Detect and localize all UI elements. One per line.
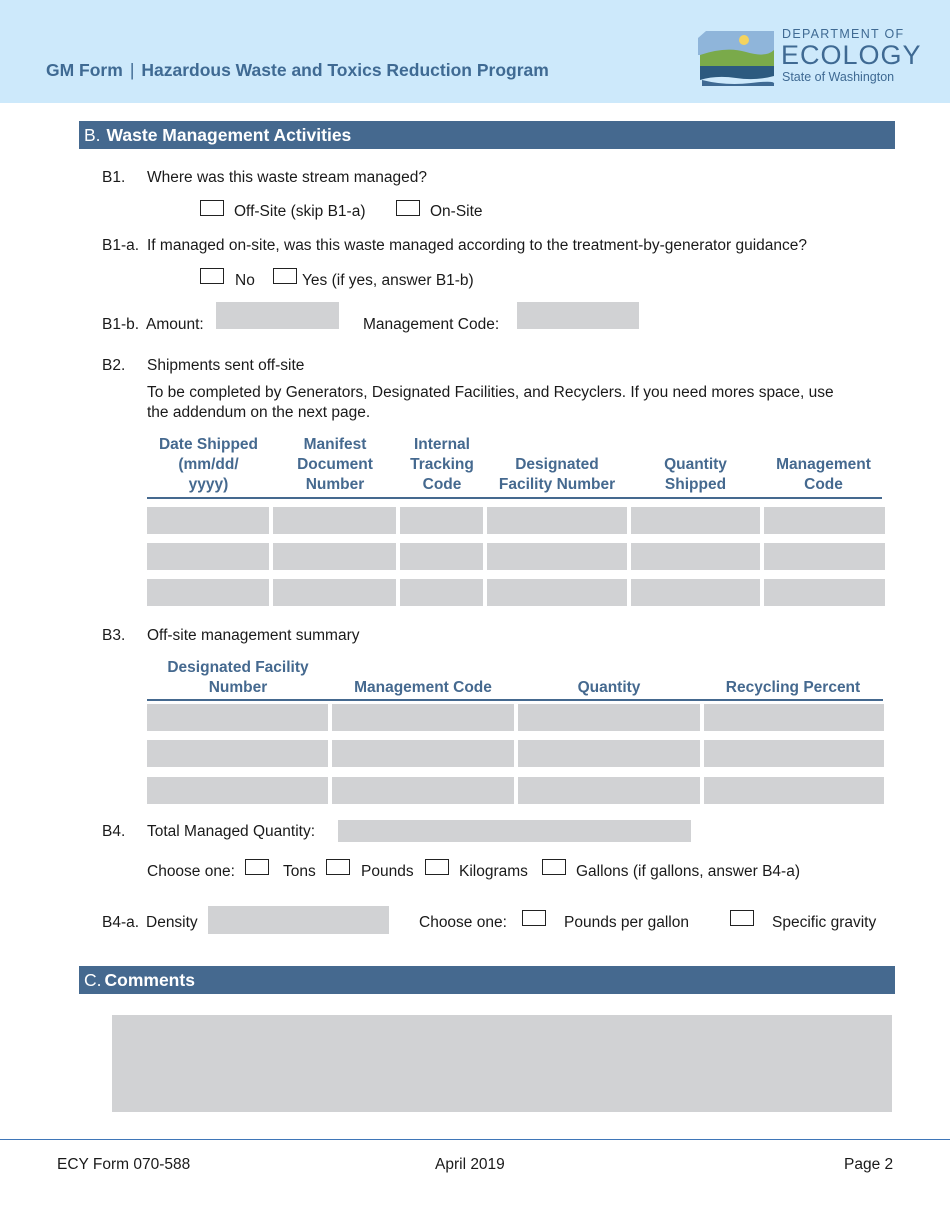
amount-field[interactable]	[216, 302, 339, 329]
b1a-question: If managed on-site, was this waste managed according to the treatment-by-generator guidance?	[147, 237, 807, 254]
ppg-label: Pounds per gallon	[564, 914, 689, 931]
b3-col-recycling: Recycling Percent	[725, 679, 861, 696]
b3-cell[interactable]	[147, 704, 328, 731]
b2-col-date-shipped: Date Shipped (mm/dd/ yyyy)	[158, 436, 259, 493]
b3-cell[interactable]	[518, 704, 700, 731]
section-b-letter: B.	[84, 125, 101, 145]
b2-instructions-line2: the addendum on the next page.	[147, 404, 371, 421]
b4a-number: B4-a.	[102, 914, 140, 931]
b2-cell[interactable]	[400, 543, 483, 570]
b2-col-tracking: Internal Tracking Code	[410, 436, 474, 493]
section-b-header	[79, 121, 895, 149]
b3-col-quantity: Quantity	[577, 679, 641, 696]
b3-number: B3.	[102, 627, 126, 644]
b2-cell[interactable]	[487, 507, 627, 534]
b2-cell[interactable]	[631, 543, 760, 570]
yes-checkbox[interactable]	[273, 268, 297, 284]
no-label: No	[235, 272, 255, 289]
density-field[interactable]	[208, 906, 389, 934]
offsite-checkbox[interactable]	[200, 200, 224, 216]
footer-form-number: ECY Form 070-588	[57, 1156, 191, 1173]
tons-label: Tons	[283, 863, 316, 880]
total-quantity-label: Total Managed Quantity:	[147, 823, 316, 840]
b2-col-facility: Designated Facility Number	[498, 456, 616, 493]
b2-header-rule	[147, 497, 882, 499]
b2-cell[interactable]	[631, 579, 760, 606]
logo-line1: DEPARTMENT OF	[782, 27, 905, 41]
b3-cell[interactable]	[147, 740, 328, 767]
page-header	[0, 0, 950, 103]
b2-cell[interactable]	[487, 579, 627, 606]
offsite-label: Off-Site (skip B1-a)	[234, 203, 366, 220]
onsite-checkbox[interactable]	[396, 200, 420, 216]
pounds-checkbox[interactable]	[326, 859, 350, 875]
mgmt-code-field[interactable]	[517, 302, 639, 329]
mgmt-code-label: Management Code:	[363, 316, 500, 333]
form-name: GM Form	[46, 60, 123, 80]
title-separator: |	[129, 60, 135, 80]
tons-checkbox[interactable]	[245, 859, 269, 875]
footer-rule	[0, 1139, 950, 1140]
form-title	[46, 60, 549, 81]
b4a-choose-label: Choose one:	[419, 914, 507, 931]
b3-cell[interactable]	[332, 704, 514, 731]
b1-question: Where was this waste stream managed?	[147, 169, 427, 186]
specific-gravity-checkbox[interactable]	[730, 910, 754, 926]
b3-cell[interactable]	[518, 777, 700, 804]
b2-cell[interactable]	[273, 507, 396, 534]
logo-line3: State of Washington	[782, 70, 895, 84]
b2-cell[interactable]	[147, 543, 269, 570]
b3-cell[interactable]	[332, 777, 514, 804]
b3-header-rule	[147, 699, 883, 701]
b2-cell[interactable]	[400, 507, 483, 534]
footer-page: Page 2	[844, 1156, 894, 1173]
b2-number: B2.	[102, 357, 126, 374]
b2-instructions-line1: To be completed by Generators, Designated Facilities, and Recyclers. If you need mores space, use	[147, 384, 834, 401]
b3-cell[interactable]	[704, 704, 884, 731]
kilograms-label: Kilograms	[459, 863, 528, 880]
b1-number: B1.	[102, 169, 126, 186]
b2-cell[interactable]	[487, 543, 627, 570]
gallons-label: Gallons (if gallons, answer B4-a)	[576, 863, 800, 880]
b2-col-quantity: Quantity Shipped	[664, 456, 727, 493]
b4-choose-label: Choose one:	[147, 863, 235, 880]
ppg-checkbox[interactable]	[522, 910, 546, 926]
section-c-letter: C.	[84, 970, 102, 990]
b2-cell[interactable]	[273, 543, 396, 570]
b3-cell[interactable]	[147, 777, 328, 804]
b2-cell[interactable]	[764, 543, 885, 570]
amount-label: Amount:	[146, 316, 204, 333]
b2-cell[interactable]	[400, 579, 483, 606]
b2-cell[interactable]	[147, 507, 269, 534]
density-label: Density	[146, 914, 198, 931]
b2-cell[interactable]	[273, 579, 396, 606]
onsite-label: On-Site	[430, 203, 483, 220]
b3-cell[interactable]	[518, 740, 700, 767]
b1b-number: B1-b.	[102, 316, 140, 333]
section-c-title: Comments	[104, 970, 195, 990]
b4-number: B4.	[102, 823, 126, 840]
comments-field[interactable]	[112, 1015, 892, 1112]
b3-cell[interactable]	[704, 777, 884, 804]
no-checkbox[interactable]	[200, 268, 224, 284]
section-b-title: Waste Management Activities	[106, 125, 352, 145]
b2-col-mgmt-code: Management Code	[776, 456, 871, 493]
specific-gravity-label: Specific gravity	[772, 914, 877, 931]
b2-cell[interactable]	[764, 579, 885, 606]
kilograms-checkbox[interactable]	[425, 859, 449, 875]
b2-title: Shipments sent off-site	[147, 357, 305, 374]
logo-line2: ECOLOGY	[781, 40, 922, 70]
section-c-header	[79, 966, 895, 994]
b3-col-facility: Designated Facility Number	[167, 659, 309, 696]
b3-col-mgmt-code: Management Code	[354, 679, 492, 696]
b3-cell[interactable]	[332, 740, 514, 767]
b2-cell[interactable]	[147, 579, 269, 606]
b3-cell[interactable]	[704, 740, 884, 767]
b2-cell[interactable]	[764, 507, 885, 534]
b2-col-manifest: Manifest Document Number	[297, 436, 373, 493]
pounds-label: Pounds	[361, 863, 414, 880]
program-name: Hazardous Waste and Toxics Reduction Program	[141, 60, 549, 80]
gallons-checkbox[interactable]	[542, 859, 566, 875]
b2-cell[interactable]	[631, 507, 760, 534]
b3-title: Off-site management summary	[147, 627, 360, 644]
total-quantity-field[interactable]	[338, 820, 691, 842]
yes-label: Yes (if yes, answer B1-b)	[302, 272, 474, 289]
b1a-number: B1-a.	[102, 237, 140, 254]
footer-date: April 2019	[435, 1156, 505, 1173]
